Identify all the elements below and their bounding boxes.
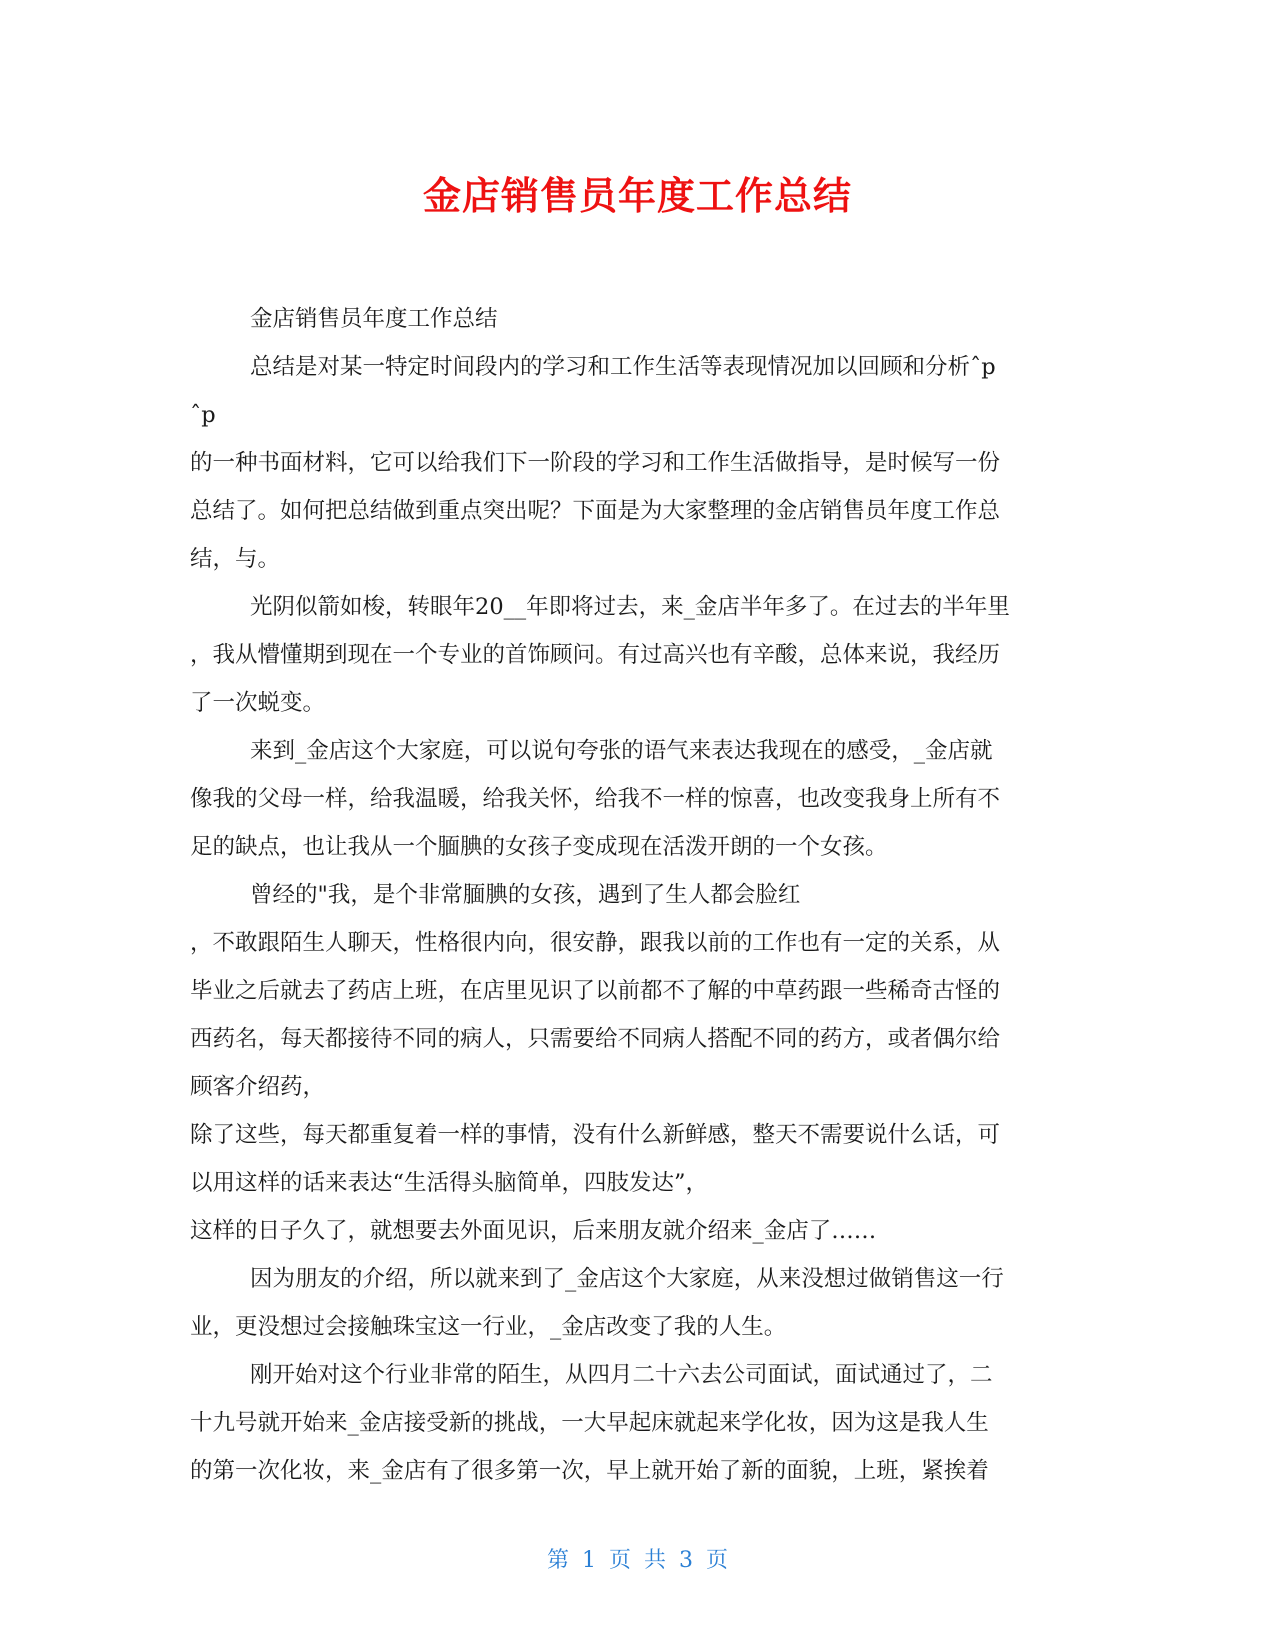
body-line: 结，与。	[190, 546, 281, 572]
page-footer: 第 1 页 共 3 页	[547, 1548, 728, 1573]
body-line: 业，更没想过会接触珠宝这一行业，_金店改变了我的人生。	[190, 1314, 787, 1340]
body-line: 除了这些，每天都重复着一样的事情，没有什么新鲜感，整天不需要说什么话，可	[190, 1122, 1001, 1148]
body-line: ˆp	[190, 402, 216, 428]
body-line: 来到_金店这个大家庭，可以说句夸张的语气来表达我现在的感受，_金店就	[250, 738, 993, 764]
body-line: ，不敢跟陌生人聊天，性格很内向，很安静，跟我以前的工作也有一定的关系，从	[190, 930, 1001, 956]
document-title: 金店销售员年度工作总结	[422, 174, 852, 218]
body-line: 以用这样的话来表达“生活得头脑简单，四肢发达”，	[190, 1170, 709, 1196]
body-line: 西药名，每天都接待不同的病人，只需要给不同病人搭配不同的药方，或者偶尔给	[190, 1026, 1001, 1052]
body-line: 毕业之后就去了药店上班，在店里见识了以前都不了解的中草药跟一些稀奇古怪的	[190, 978, 1001, 1004]
body-line: 的一种书面材料，它可以给我们下一阶段的学习和工作生活做指导，是时候写一份	[190, 450, 1001, 476]
body-line: 了一次蜕变。	[190, 690, 326, 716]
body-line: 因为朋友的介绍，所以就来到了_金店这个大家庭，从来没想过做销售这一行	[250, 1266, 1004, 1292]
body-line: 像我的父母一样，给我温暖，给我关怀，给我不一样的惊喜，也改变我身上所有不	[190, 786, 1001, 812]
body-line: 顾客介绍药，	[190, 1074, 326, 1100]
body-line: 曾经的"我，是个非常腼腆的女孩，遇到了生人都会脸红	[250, 882, 801, 908]
document-body	[190, 295, 1090, 1495]
body-line: 的第一次化妆，来_金店有了很多第一次，早上就开始了新的面貌，上班，紧挨着	[190, 1458, 989, 1484]
body-line: 总结了。如何把总结做到重点突出呢？下面是为大家整理的金店销售员年度工作总	[190, 498, 1001, 524]
body-line: 总结是对某一特定时间段内的学习和工作生活等表现情况加以回顾和分析ˆp	[250, 354, 996, 380]
body-line: 刚开始对这个行业非常的陌生，从四月二十六去公司面试，面试通过了，二	[250, 1362, 993, 1388]
body-line: 光阴似箭如梭，转眼年20__年即将过去，来_金店半年多了。在过去的半年里	[250, 594, 1010, 620]
body-line: ，我从懵懂期到现在一个专业的首饰顾问。有过高兴也有辛酸，总体来说，我经历	[190, 642, 1001, 668]
body-line: 金店销售员年度工作总结	[250, 306, 498, 332]
body-line: 足的缺点，也让我从一个腼腆的女孩子变成现在活泼开朗的一个女孩。	[190, 834, 888, 860]
body-line: 这样的日子久了，就想要去外面见识，后来朋友就介绍来_金店了……	[190, 1218, 877, 1244]
body-line: 十九号就开始来_金店接受新的挑战，一大早起床就起来学化妆，因为这是我人生	[190, 1410, 989, 1436]
